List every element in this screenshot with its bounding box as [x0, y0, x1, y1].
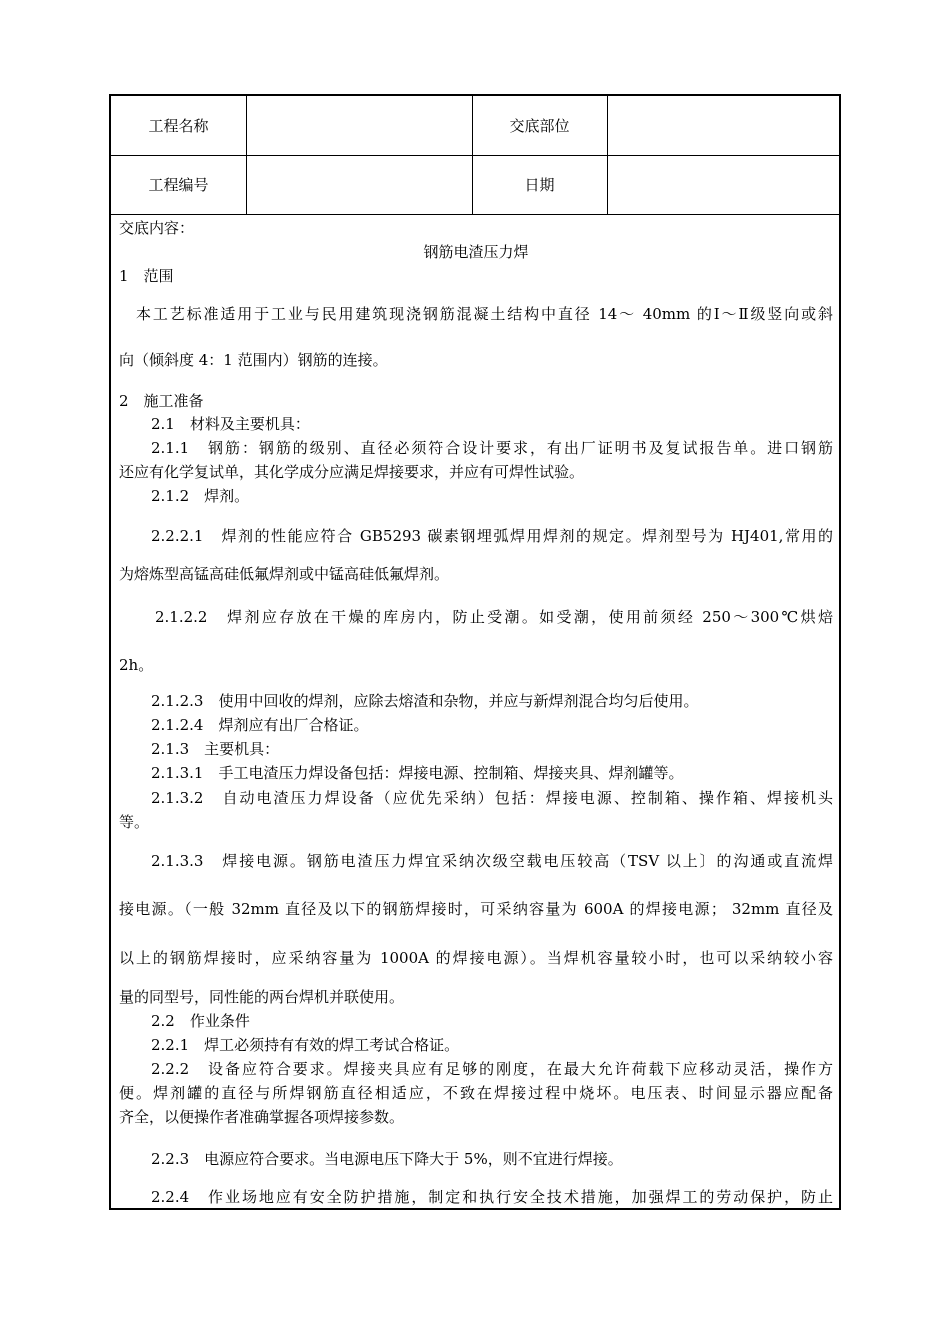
section-heading: 2 施工准备 — [119, 392, 204, 410]
date-label: 日期 — [524, 176, 555, 194]
paragraph-line: 2.1.2.4 焊剂应有出厂合格证。 — [151, 716, 369, 734]
paragraph-line: 2.1.3.2 自动电渣压力焊设备（应优先采纳）包括：焊接电源、控制箱、操作箱、焊接机头 — [151, 789, 833, 807]
subsection-heading: 2.1.2 焊剂。 — [151, 487, 250, 505]
project-no-value[interactable] — [246, 155, 472, 214]
paragraph-line: 2.2.2 设备应符合要求。焊接夹具应有足够的刚度，在最大允许荷载下应移动灵活，操作方 — [151, 1060, 833, 1078]
paragraph-line: 2.1.1 钢筋：钢筋的级别、直径必须符合设计要求，有出厂证明书及复试报告单。进口钢筋 — [151, 439, 833, 457]
paragraph-line: 本工艺标准适用于工业与民用建筑现浇钢筋混凝土结构中直径 14～ 40mm 的Ⅰ～Ⅱ级竖向或斜 — [136, 305, 833, 323]
intro-label: 交底内容： — [119, 219, 195, 237]
header-row-2 — [111, 155, 839, 215]
project-name-value[interactable] — [246, 96, 472, 155]
paragraph-line: 还应有化学复试单，其化学成分应满足焊接要求，并应有可焊性试验。 — [119, 463, 585, 481]
content-area — [111, 214, 839, 1208]
paragraph-line: 2.1.2.3 使用中回收的焊剂，应除去熔渣和杂物，并应与新焊剂混合均匀后使用。 — [151, 692, 699, 710]
paragraph-line: 2h。 — [119, 656, 154, 674]
part-value[interactable] — [607, 96, 841, 155]
project-name-label: 工程名称 — [148, 117, 209, 135]
part-label: 交底部位 — [509, 117, 570, 135]
subsection-heading: 2.2 作业条件 — [151, 1012, 250, 1030]
paragraph-line: 向（倾斜度 4：1 范围内）钢筋的连接。 — [119, 351, 388, 369]
paragraph-line: 2.2.4 作业场地应有安全防护措施，制定和执行安全技术措施，加强焊工的劳动保护，防止 — [151, 1188, 833, 1206]
paragraph-line: 2.1.3.3 焊接电源。钢筋电渣压力焊宜采纳次级空载电压较高（TSV 以上〕的沟通或直流焊 — [151, 852, 833, 870]
paragraph-line: 2.2.3 电源应符合要求。当电源电压下降大于 5%，则不宜进行焊接。 — [151, 1150, 623, 1168]
paragraph-line: 以上的钢筋焊接时，应采纳容量为 1000A 的焊接电源）。当焊机容量较小时，也可以采纳较小容 — [119, 949, 833, 967]
paragraph-line: 2.2.1 焊工必须持有有效的焊工考试合格证。 — [151, 1036, 460, 1054]
disclosure-form — [109, 94, 841, 1210]
subsection-heading: 2.1.3 主要机具： — [151, 740, 280, 758]
subsection-heading: 2.1 材料及主要机具： — [151, 415, 310, 433]
paragraph-line: 齐全，以便操作者准确掌握各项焊接参数。 — [119, 1108, 405, 1126]
document-title: 钢筋电渣压力焊 — [423, 243, 529, 261]
paragraph-line: 2.2.2.1 焊剂的性能应符合 GB5293 碳素钢埋弧焊用焊剂的规定。焊剂型号为 HJ401,常用的 — [151, 527, 833, 545]
paragraph-line: 接电源。（一般 32mm 直径及以下的钢筋焊接时，可采纳容量为 600A 的焊接电源； 32mm 直径及 — [119, 900, 833, 918]
header-row-1 — [111, 96, 839, 156]
project-no-label: 工程编号 — [148, 176, 209, 194]
date-value[interactable] — [607, 155, 841, 214]
paragraph-line: 量的同型号，同性能的两台焊机并联使用。 — [119, 988, 405, 1006]
paragraph-line: 2.1.3.1 手工电渣压力焊设备包括：焊接电源、控制箱、焊接夹具、焊剂罐等。 — [151, 764, 684, 782]
paragraph-line: 2.1.2.2 焊剂应存放在干燥的库房内，防止受潮。如受潮，使用前须经 250～300℃烘焙 — [155, 608, 833, 626]
paragraph-line: 等。 — [119, 813, 150, 831]
paragraph-line: 便。焊剂罐的直径与所焊钢筋直径相适应，不致在焊接过程中烧坏。电压表、时间显示器应配备 — [119, 1084, 833, 1102]
section-heading: 1 范围 — [119, 267, 174, 285]
paragraph-line: 为熔炼型高锰高硅低氟焊剂或中锰高硅低氟焊剂。 — [119, 565, 450, 583]
